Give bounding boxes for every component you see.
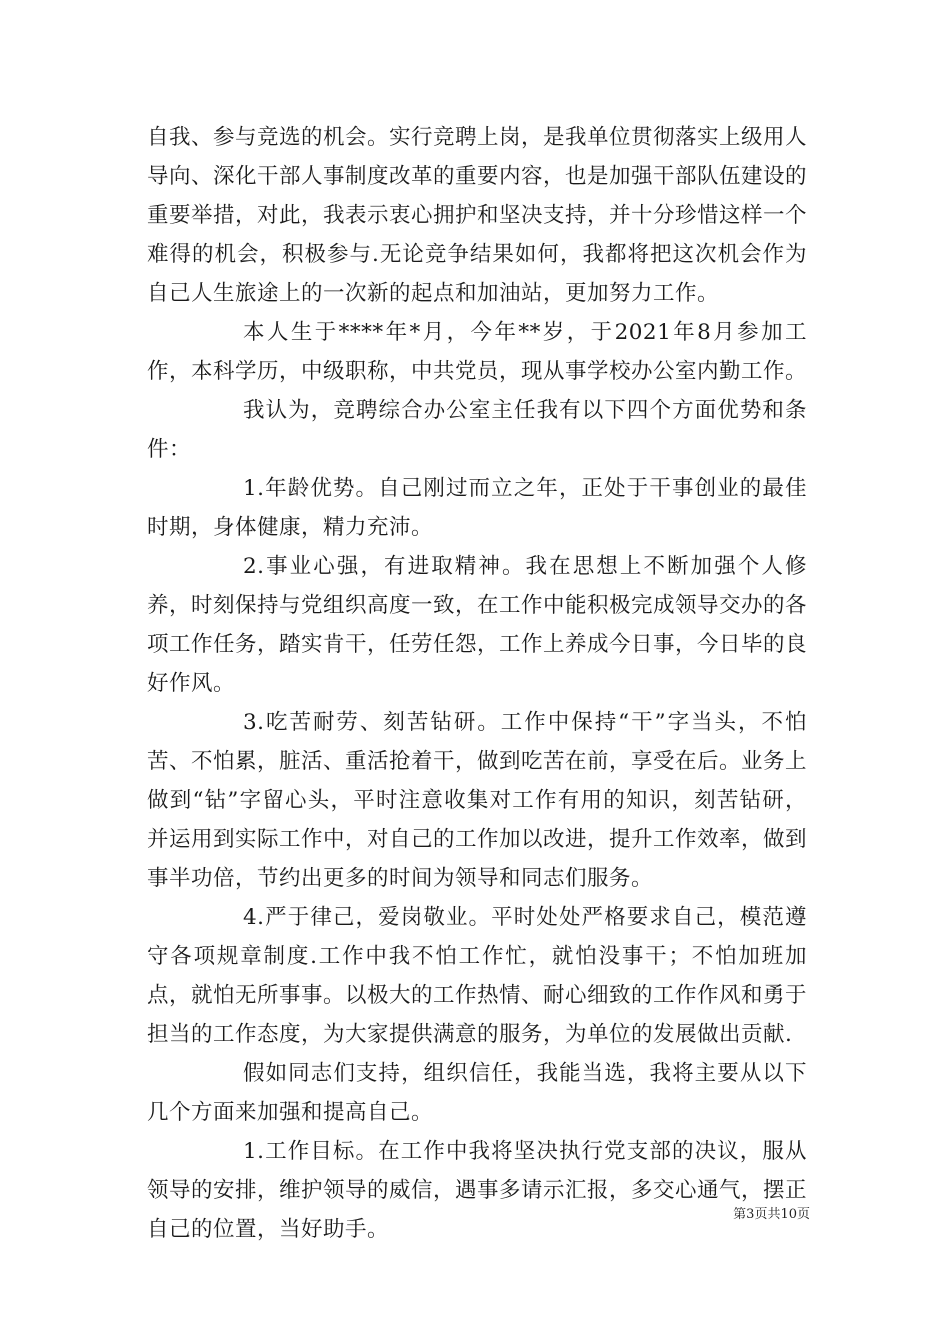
paragraph-continuation: 自我、参与竞选的机会。实行竞聘上岗，是我单位贯彻落实上级用人导向、深化干部人事制度改革的重要内容，也是加强干部队伍建设的重要举措，对此，我表示衷心拥护和坚决支持，并十分珍惜这样一个难得的机会，积极参与.无论竞争结果如何，我都将把这次机会作为自己人生旅途上的一次新的起点和加油站，更加努力工作。 — [147, 125, 808, 306]
page-number-label: 第3页共10页 — [733, 1207, 810, 1222]
paragraph-advantage-diligence: 3.吃苦耐劳、刻苦钻研。工作中保持“干”字当头，不怕苦、不怕累，脏活、重活抢着干，做到吃苦在前，享受在后。业务上做到“钻”字留心头，平时注意收集对工作有用的知识，刻苦钻研，并运用到实际工作中，对自己的工作加以改进，提升工作效率，做到事半功倍，节约出更多的时间为领导和同志们服务。 — [147, 710, 808, 891]
page-number-footer — [680, 1203, 810, 1222]
paragraph-plan-intro: 假如同志们支持，组织信任，我能当选，我将主要从以下几个方面来加强和提高自己。 — [147, 1061, 807, 1125]
paragraph-advantage-age: 1.年龄优势。自己刚过而立之年，正处于干事创业的最佳时期，身体健康，精力充沛。 — [147, 476, 807, 540]
document-body — [147, 118, 807, 1249]
paragraph-advantage-dedication: 2.事业心强，有进取精神。我在思想上不断加强个人修养，时刻保持与党组织高度一致，在工作中能积极完成领导交办的各项工作任务，踏实肯干，任劳任怨，工作上养成今日事，今日毕的良好作风。 — [147, 554, 808, 696]
paragraph-advantage-discipline: 4.严于律己，爱岗敬业。平时处处严格要求自己，模范遵守各项规章制度.工作中我不怕工作忙，就怕没事干；不怕加班加点，就怕无所事事。以极大的工作热情、耐心细致的工作作风和勇于担当的工作态度，为大家提供满意的服务，为单位的发展做出贡献. — [147, 905, 808, 1047]
paragraph-plan-work-goal: 1.工作目标。在工作中我将坚决执行党支部的决议，服从领导的安排，维护领导的威信，遇事多请示汇报，多交心通气，摆正自己的位置，当好助手。 — [147, 1139, 808, 1242]
paragraph-personal-info: 本人生于****年*月，今年**岁，于2021年8月参加工作，本科学历，中级职称，中共党员，现从事学校办公室内勤工作。 — [147, 320, 808, 384]
paragraph-advantages-intro: 我认为，竞聘综合办公室主任我有以下四个方面优势和条件： — [147, 398, 807, 462]
